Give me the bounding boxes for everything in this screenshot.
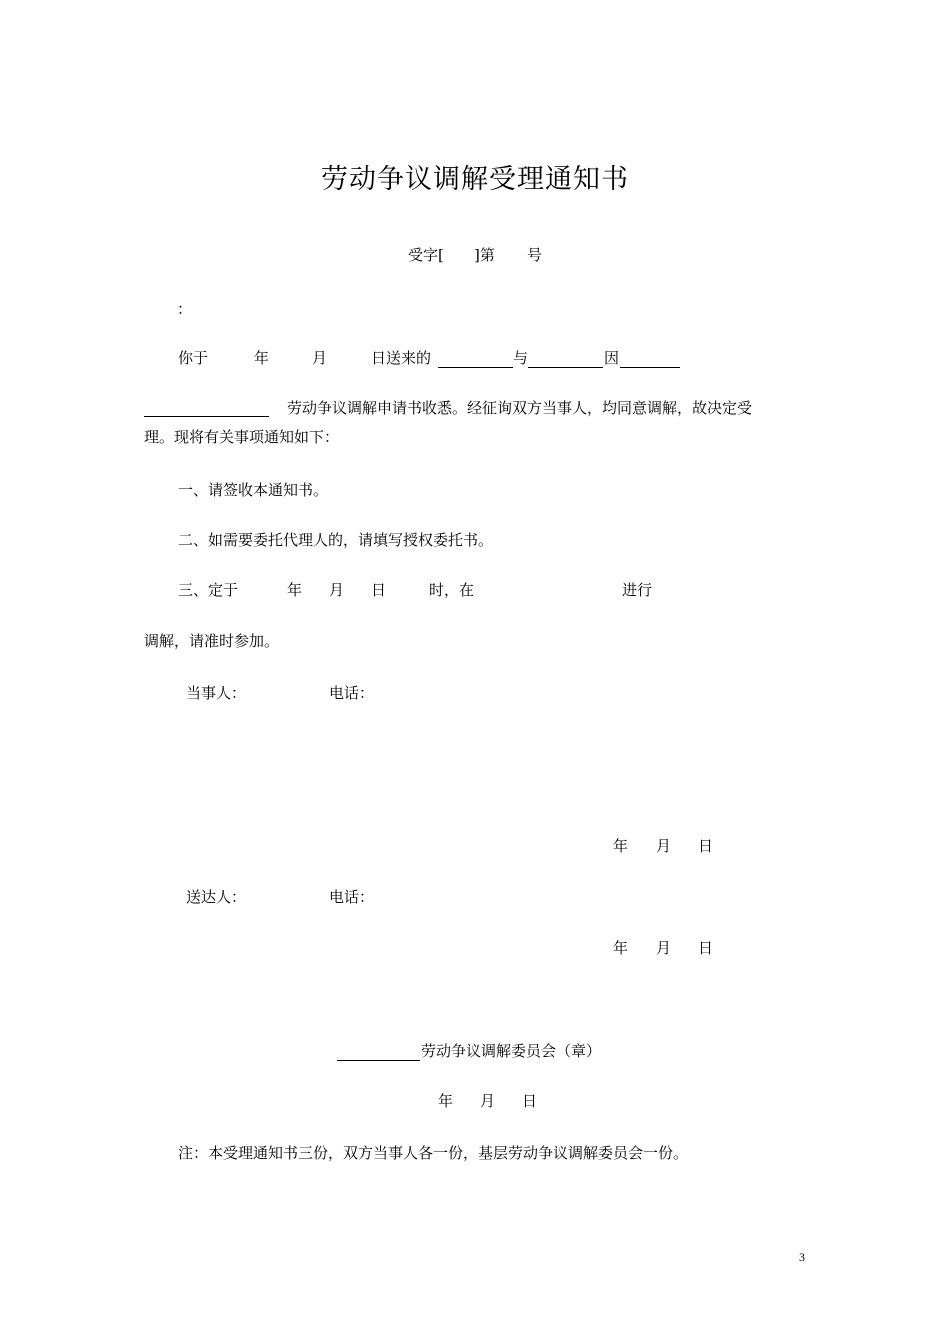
date1-ri: 日 xyxy=(698,837,714,855)
blank-line-applicant xyxy=(438,367,513,368)
item-3-continuation: 调解，请准时参加。 xyxy=(144,632,280,650)
page-number: 3 xyxy=(799,1250,805,1264)
party-label: 当事人： xyxy=(186,684,247,702)
date1-yue: 月 xyxy=(656,837,672,855)
item-3-shi: 时，在 xyxy=(429,581,475,599)
ref-bracket-close: ]第 xyxy=(474,246,495,264)
date3-nian: 年 xyxy=(438,1092,454,1110)
item-3-yue: 月 xyxy=(329,581,345,599)
blank-line-respondent xyxy=(528,367,603,368)
courier-phone-label: 电话： xyxy=(329,888,375,906)
date2-yue: 月 xyxy=(656,939,672,957)
ref-suffix: 号 xyxy=(527,246,543,264)
item-2: 二、如需要委托代理人的，请填写授权委托书。 xyxy=(178,531,494,549)
item-3-jinxing: 进行 xyxy=(622,581,653,599)
footnote: 注：本受理通知书三份，双方当事人各一份，基层劳动争议调解委员会一份。 xyxy=(178,1144,689,1162)
para1-nian: 年 xyxy=(254,349,270,367)
date2-ri: 日 xyxy=(698,939,714,957)
addressee-colon: ： xyxy=(177,300,193,318)
date2-nian: 年 xyxy=(613,939,629,957)
para1-line3: 理。现将有关事项通知如下： xyxy=(144,428,340,446)
blank-line-reason xyxy=(620,367,680,368)
para1-ni-yu: 你于 xyxy=(178,349,209,367)
para1-ri-song: 日送来的 xyxy=(371,349,432,367)
document-title: 劳动争议调解受理通知书 xyxy=(321,164,629,195)
courier-label: 送达人： xyxy=(186,888,247,906)
date3-ri: 日 xyxy=(522,1092,538,1110)
date3-yue: 月 xyxy=(480,1092,496,1110)
ref-prefix: 受字[ xyxy=(408,246,444,264)
item-3-prefix: 三、定于 xyxy=(178,581,239,599)
para1-yin: 因 xyxy=(604,349,620,367)
item-1: 一、请签收本通知书。 xyxy=(178,481,329,499)
blank-line-reason-cont xyxy=(144,416,269,417)
item-3-ri: 日 xyxy=(371,581,387,599)
date1-nian: 年 xyxy=(613,837,629,855)
para1-line2: 劳动争议调解申请书收悉。经征询双方当事人，均同意调解，故决定受 xyxy=(287,399,753,417)
item-3-nian: 年 xyxy=(287,581,303,599)
committee-seal-label: 劳动争议调解委员会（章） xyxy=(421,1042,602,1060)
para1-yue: 月 xyxy=(312,349,328,367)
blank-line-committee xyxy=(337,1060,420,1061)
party-phone-label: 电话： xyxy=(329,684,375,702)
para1-yu: 与 xyxy=(513,349,529,367)
